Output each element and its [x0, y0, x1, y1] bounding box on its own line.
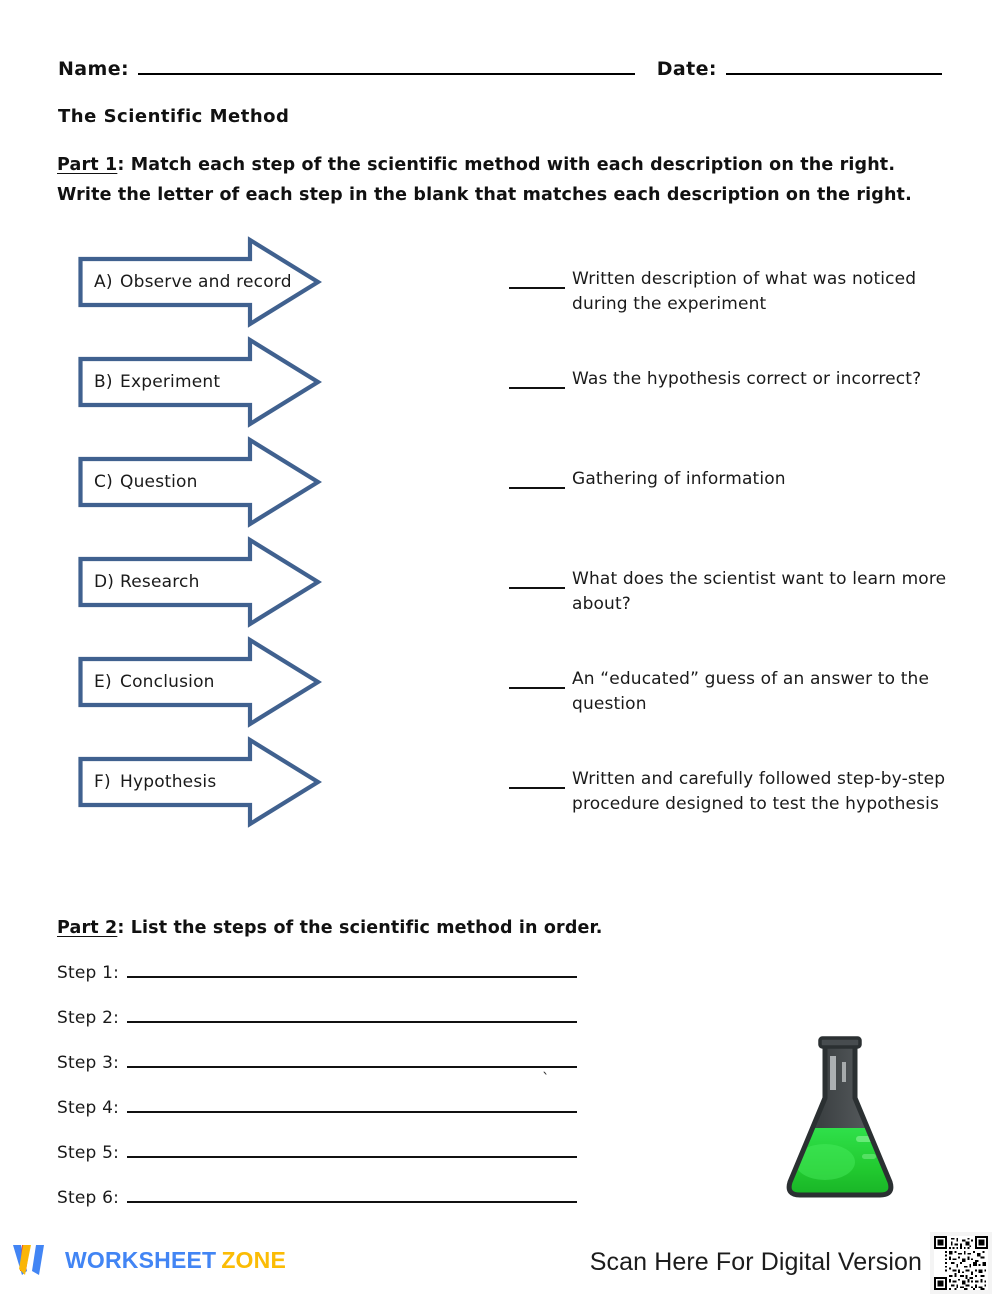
step-input-line-3[interactable]: [127, 1052, 577, 1068]
description-item: [509, 567, 959, 617]
arrow-label-f: [94, 736, 216, 828]
step-label-3: Step 3:: [57, 1053, 120, 1073]
arrow-label-a: [94, 236, 292, 328]
arrow-label-b: [94, 336, 220, 428]
date-label: Date:: [656, 58, 717, 80]
name-label: Name:: [58, 58, 130, 80]
arrow-text-d: Research: [120, 572, 200, 592]
matching-section: [0, 236, 1000, 856]
part2-tag: Part 2: [57, 918, 118, 938]
answer-blank-2[interactable]: [509, 372, 565, 389]
arrow-shape-b: [78, 336, 322, 428]
step-input-line-2[interactable]: [127, 1007, 577, 1023]
description-text-6: Written and carefully followed step-by-step procedure designed to test the hypothesis: [572, 769, 946, 814]
w-logo-icon: [10, 1241, 56, 1279]
date-input-line[interactable]: [726, 58, 942, 75]
part2-instruction-text: : List the steps of the scientific method in order.: [117, 918, 603, 938]
brand-worksheet-text: WORKSHEET: [65, 1246, 217, 1273]
answer-blank-1[interactable]: [509, 272, 565, 289]
description-text-2: Was the hypothesis correct or incorrect?: [572, 369, 922, 389]
arrow-shape-d: [78, 536, 322, 628]
part1-instructions: [57, 150, 927, 210]
answer-blank-6[interactable]: [509, 772, 565, 789]
description-item: [509, 267, 959, 317]
step-row: [57, 1007, 577, 1052]
arrow-shape-e: [78, 636, 322, 728]
arrow-text-e: Conclusion: [120, 672, 215, 692]
arrow-letter-c: C): [94, 472, 113, 492]
scan-prompt-text: Scan Here For Digital Version: [589, 1248, 922, 1276]
step-row: [57, 962, 577, 1007]
arrow-shape-f: [78, 736, 322, 828]
arrow-letter-f: F): [94, 772, 111, 792]
arrow-letter-b: B): [94, 372, 113, 392]
arrow-text-c: Question: [120, 472, 198, 492]
step-label-2: Step 2:: [57, 1008, 120, 1028]
step-row: [57, 1187, 577, 1232]
page-title: The Scientific Method: [58, 106, 290, 127]
erlenmeyer-flask-icon: [770, 1032, 910, 1204]
step-input-line-5[interactable]: [127, 1142, 577, 1158]
step-row: [57, 1142, 577, 1187]
answer-blank-4[interactable]: [509, 572, 565, 589]
description-text-1: Written description of what was noticed during the experiment: [572, 269, 917, 314]
answer-blank-3[interactable]: [509, 472, 565, 489]
qr-code[interactable]: [930, 1232, 992, 1294]
page-footer: [0, 1232, 1000, 1294]
name-date-header: [58, 58, 942, 88]
arrow-shape-a: [78, 236, 322, 328]
step-row: [57, 1052, 577, 1097]
arrow-label-e: [94, 636, 215, 728]
step-input-line-1[interactable]: [127, 962, 577, 978]
worksheet-zone-logo[interactable]: [10, 1238, 286, 1282]
arrow-text-b: Experiment: [120, 372, 221, 392]
description-text-5: An “educated” guess of an answer to the question: [572, 669, 930, 714]
step-input-line-4[interactable]: [127, 1097, 577, 1113]
brand-wordmark: [65, 1247, 286, 1274]
brand-zone-text: ZONE: [221, 1246, 287, 1273]
step-label-6: Step 6:: [57, 1188, 120, 1208]
description-text-4: What does the scientist want to learn more about?: [572, 569, 947, 614]
description-item: [509, 767, 959, 817]
answer-blank-5[interactable]: [509, 672, 565, 689]
arrow-shape-c: [78, 436, 322, 528]
part2-steps-list: [57, 962, 577, 1232]
arrow-label-c: [94, 436, 198, 528]
description-text-3: Gathering of information: [572, 469, 786, 489]
step-label-5: Step 5:: [57, 1143, 120, 1163]
step-label-4: Step 4:: [57, 1098, 120, 1118]
step-label-1: Step 1:: [57, 963, 120, 983]
arrow-letter-e: E): [94, 672, 112, 692]
description-item: [509, 467, 959, 492]
part1-instruction-text: : Match each step of the scientific method with each description on the right. Write the letter of each step in the blank that matches each description on the right.: [57, 155, 912, 205]
stray-tick-mark: `: [542, 1070, 550, 1088]
description-item: [509, 367, 959, 392]
step-row: [57, 1097, 577, 1142]
description-item: [509, 667, 959, 717]
arrow-label-d: [94, 536, 200, 628]
part1-tag: Part 1: [57, 155, 118, 175]
part2-instructions: [57, 918, 603, 938]
step-input-line-6[interactable]: [127, 1187, 577, 1203]
arrow-text-a: Observe and record: [120, 272, 292, 292]
arrow-letter-a: A): [94, 272, 113, 292]
arrow-text-f: Hypothesis: [120, 772, 217, 792]
arrow-letter-d: D): [94, 572, 115, 592]
name-input-line[interactable]: [138, 58, 635, 75]
